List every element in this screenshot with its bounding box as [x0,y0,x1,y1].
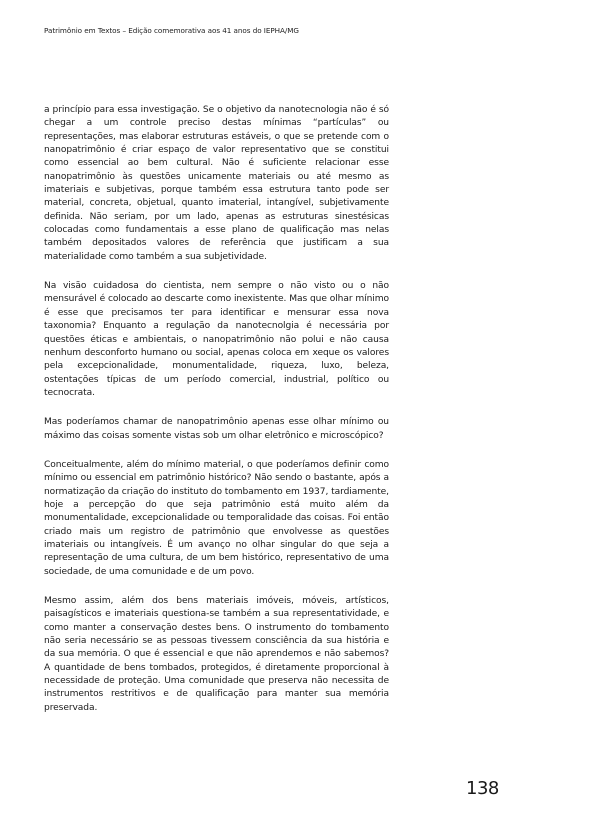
paragraph: a princípio para essa investigação. Se o objetivo da nanotecnologia não é só chegar a um controle preciso destas mínimas “partículas” ou representações, mas elaborar estruturas estáveis, o que se pretende com o nanopatrimônio é criar espaço de valor representativo que se constitui como essencial ao bem cultural. Não é suficiente relacionar esse nanopatrimônio às questões unicamente materiais ou até mesmo as imateriais e subjetivas, porque também essa estrutura tanto pode ser material, concreta, objetual, quanto imaterial, intangível, subjetivamente definida. Não seriam, por um lado, apenas as estruturas sinestésicas colocadas como fundamentais a esse plano de qualificação mas nelas também depositados valores de referência que justificam a sua materialidade como também a sua subjetividade. [44,105,389,262]
paragraph: Conceitualmente, além do mínimo material, o que poderíamos definir como mínimo ou essencial em patrimônio histórico? Não sendo o bastante, após a normatização da criação do instituto do tombamento em 1937, tardiamente, hoje a percepção do que seja patrimônio está muito além da monumentalidade, excepcionalidade ou temporalidade das coisas. Foi então criado mais um registro de patrimônio que envolvesse as questões imateriais ou intangíveis. É um avanço no olhar singular do que seja a representação de uma cultura, de um bem histórico, representativo de uma sociedade, de uma comunidade e de um povo. [44,459,389,577]
running-header: Patrimônio em Textos – Edição comemorativa aos 41 anos do IEPHA/MG [44,26,299,35]
page-number: 138 [466,778,499,799]
paragraph: Mesmo assim, além dos bens materiais imóveis, móveis, artísticos, paisagísticos e imateriais questiona-se também a sua representatividade, e como manter a conservação destes bens. O instrumento do tombamento não seria necessário se as pessoas tivessem consciência da sua história e da sua memória. O que é essencial e que não aprendemos e não sabemos? A quantidade de bens tombados, protegidos, é diretamente proporcional à necessidade de proteção. Uma comunidade que preserva não necessita de instrumentos restritivos e de qualificação para manter sua memória preservada. [44,596,389,713]
paragraph: Mas poderíamos chamar de nanopatrimônio apenas esse olhar mínimo ou máximo das coisas somente vistas sob um olhar eletrônico e microscópico? [44,417,389,441]
paragraph: Na visão cuidadosa do cientista, nem sempre o não visto ou o não mensurável é colocado ao descarte como inexistente. Mas que olhar mínimo é esse que precisamos ter para identificar e mensurar essa nova taxonomia? Enquanto a regulação da nanotecnolgia é necessária por questões éticas e ambientais, o nanopatrimônio não polui e não causa nenhum desconforto humano ou social, apenas coloca em xeque os valores pela excepcionalidade, monumentalidade, riqueza, luxo, beleza, ostentações típicas de um período comercial, industrial, político ou tecnocrata. [44,281,389,398]
body-text [44,104,389,731]
